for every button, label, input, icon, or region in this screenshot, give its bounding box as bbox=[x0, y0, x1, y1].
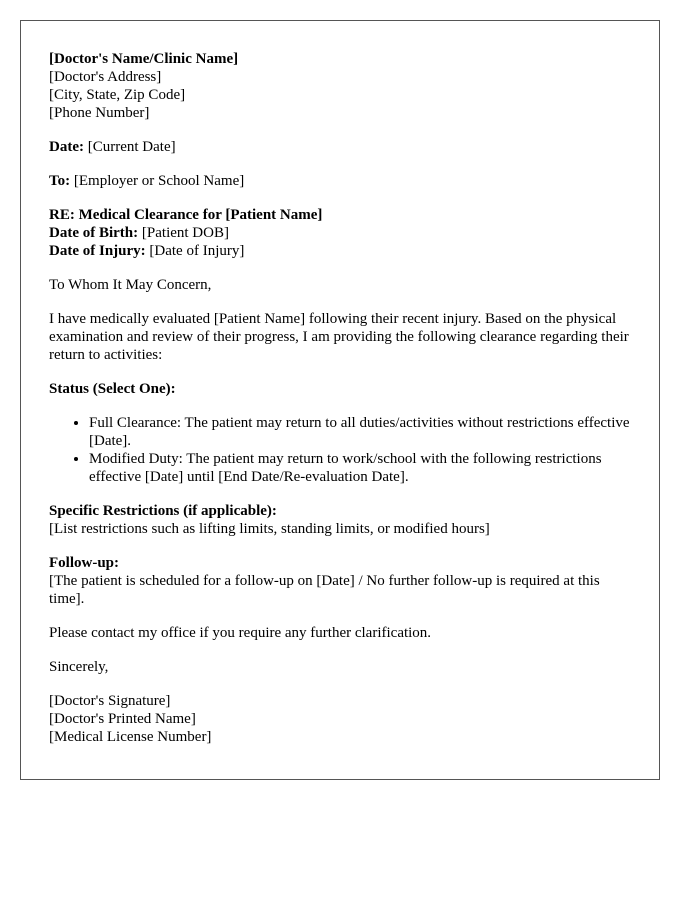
dob-line bbox=[49, 224, 631, 242]
date-label: Date: bbox=[49, 139, 84, 155]
to-value: [Employer or School Name] bbox=[70, 173, 245, 189]
city-state-zip: [City, State, Zip Code] bbox=[49, 87, 186, 103]
letter-document bbox=[20, 20, 660, 780]
restrictions-heading: Specific Restrictions (if applicable): bbox=[49, 503, 277, 519]
doctor-signature: [Doctor's Signature] bbox=[49, 693, 171, 709]
dob-label: Date of Birth: bbox=[49, 225, 139, 241]
signature-block bbox=[49, 692, 631, 746]
date-value: [Current Date] bbox=[83, 139, 176, 155]
doctor-printed-name: [Doctor's Printed Name] bbox=[49, 711, 196, 727]
contact-sentence: Please contact my office if you require any further clarification. bbox=[49, 625, 432, 641]
body-paragraph: I have medically evaluated [Patient Name] following their recent injury. Based on the physical examination and review of their progress, I am providing the following clearance regarding their return to activities: bbox=[49, 311, 629, 363]
subject-block bbox=[49, 206, 631, 260]
status-option-modified-duty: • Modified Duty: The patient may return to work/school with the following restrictions effective [Date] until [End Date/Re-evaluation Date]. bbox=[89, 450, 631, 486]
subject-line: RE: Medical Clearance for [Patient Name] bbox=[49, 207, 323, 223]
medical-license-number: [Medical License Number] bbox=[49, 729, 212, 745]
status-heading: Status (Select One): bbox=[49, 381, 176, 397]
injury-label: Date of Injury: bbox=[49, 243, 146, 259]
closing: Sincerely, bbox=[49, 659, 109, 675]
status-options-list bbox=[49, 414, 631, 486]
restrictions-section bbox=[49, 502, 631, 538]
date-line bbox=[49, 138, 631, 156]
doctor-address: [Doctor's Address] bbox=[49, 69, 162, 85]
injury-line bbox=[49, 242, 631, 260]
followup-heading: Follow-up: bbox=[49, 555, 120, 571]
letterhead bbox=[49, 50, 631, 122]
phone-number: [Phone Number] bbox=[49, 105, 150, 121]
restrictions-text: [List restrictions such as lifting limits, standing limits, or modified hours] bbox=[49, 521, 490, 537]
followup-section bbox=[49, 554, 631, 608]
recipient-line bbox=[49, 172, 631, 190]
salutation: To Whom It May Concern, bbox=[49, 277, 212, 293]
injury-value: [Date of Injury] bbox=[145, 243, 245, 259]
dob-value: [Patient DOB] bbox=[138, 225, 229, 241]
followup-text: [The patient is scheduled for a follow-up on [Date] / No further follow-up is required at this time]. bbox=[49, 573, 600, 607]
to-label: To: bbox=[49, 173, 71, 189]
status-option-full-clearance: • Full Clearance: The patient may return to all duties/activities without restrictions effective [Date]. bbox=[89, 414, 631, 450]
doctor-name: [Doctor's Name/Clinic Name] bbox=[49, 51, 239, 67]
